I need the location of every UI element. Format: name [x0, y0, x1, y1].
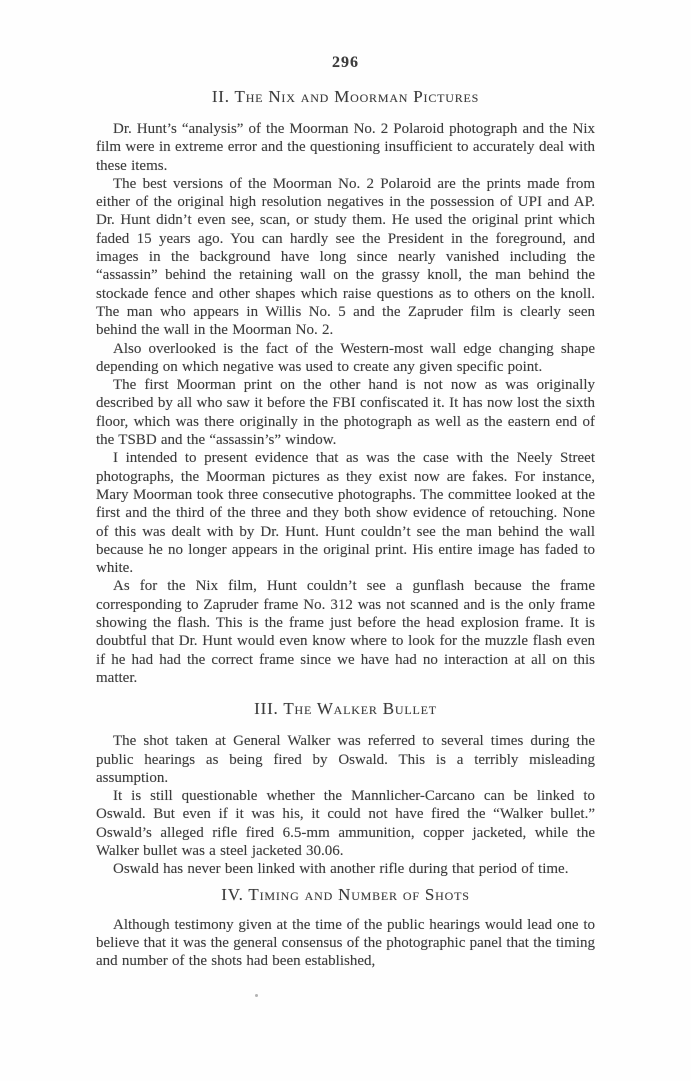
paragraph: Dr. Hunt’s “analysis” of the Moorman No. 2 Polaroid photograph and the Nix film were in extreme error and the questioning insufficient to accurately deal with these items.	[96, 121, 595, 174]
section-heading-timing-shots: IV. Timing and Number of Shots	[221, 884, 470, 904]
page-number: 296	[332, 54, 359, 71]
section-heading-nix-moorman: II. The Nix and Moorman Pictures	[211, 87, 480, 106]
paragraph: Although testimony given at the time of the public hearings would lead one to believe that it was the general consensus of the photographic panel that the timing and number of the shots had been established,	[96, 916, 595, 970]
paragraph: The shot taken at General Walker was referred to several times during the public hearings as being fired by Oswald. This is a terribly misleading assumption.	[96, 733, 595, 786]
paragraph: It is still questionable whether the Mannlicher-Carcano can be linked to Oswald. But even if it was his, it could not have fired the “Walker bullet.” Oswald’s alleged rifle fired 6.5-mm ammunition, copper jacketed, while the Walker bullet was a steel jacketed 30.06.	[96, 788, 595, 859]
scan-artifact-dot	[255, 994, 258, 997]
paragraph: Also overlooked is the fact of the Western-most wall edge changing shape depending on which negative was used to create any given specific point.	[96, 340, 595, 375]
paragraph: The first Moorman print on the other hand is not now as was originally described by all who saw it before the FBI confiscated it. It has now lost the sixth floor, which was there originally in the photograph as well as the eastern end of the TSBD and the “assassin’s” window.	[96, 377, 595, 449]
section-heading-walker-bullet: III. The Walker Bullet	[254, 699, 437, 719]
paragraph: As for the Nix film, Hunt couldn’t see a gunflash because the frame corresponding to Zapruder frame No. 312 was not scanned and is the only frame showing the flash. This is the frame just before the head explosion frame. It is doubtful that Dr. Hunt would even know where to look for the muzzle flash even if he had had the correct frame since we have had no interaction at all on this matter.	[96, 578, 595, 686]
paragraph: The best versions of the Moorman No. 2 Polaroid are the prints made from either of the original high resolution negatives in the possession of UPI and AP. Dr. Hunt didn’t even see, scan, or study them. He used the original print which faded 15 years ago. You can hardly see the President in the foreground, and images in the background have long since nearly vanished including the “assassin” behind the retaining wall on the grassy knoll, the man behind the stockade fence and other shapes which raise questions as to others on the knoll. The man who appears in Willis No. 5 and the Zapruder film is clearly seen behind the wall in the Moorman No. 2.	[96, 175, 595, 339]
paragraph: I intended to present evidence that as was the case with the Neely Street photographs, the Moorman pictures as they exist now are fakes. For instance, Mary Moorman took three consecutive photographs. The committee looked at the first and the third of the three and they both show evidence of retouching. None of this was dealt with by Dr. Hunt. Hunt couldn’t see the man behind the wall because he no longer appears in the original print. His entire image has faded to white.	[96, 450, 595, 577]
paragraph: Oswald has never been linked with another rifle during that period of time.	[113, 861, 569, 878]
